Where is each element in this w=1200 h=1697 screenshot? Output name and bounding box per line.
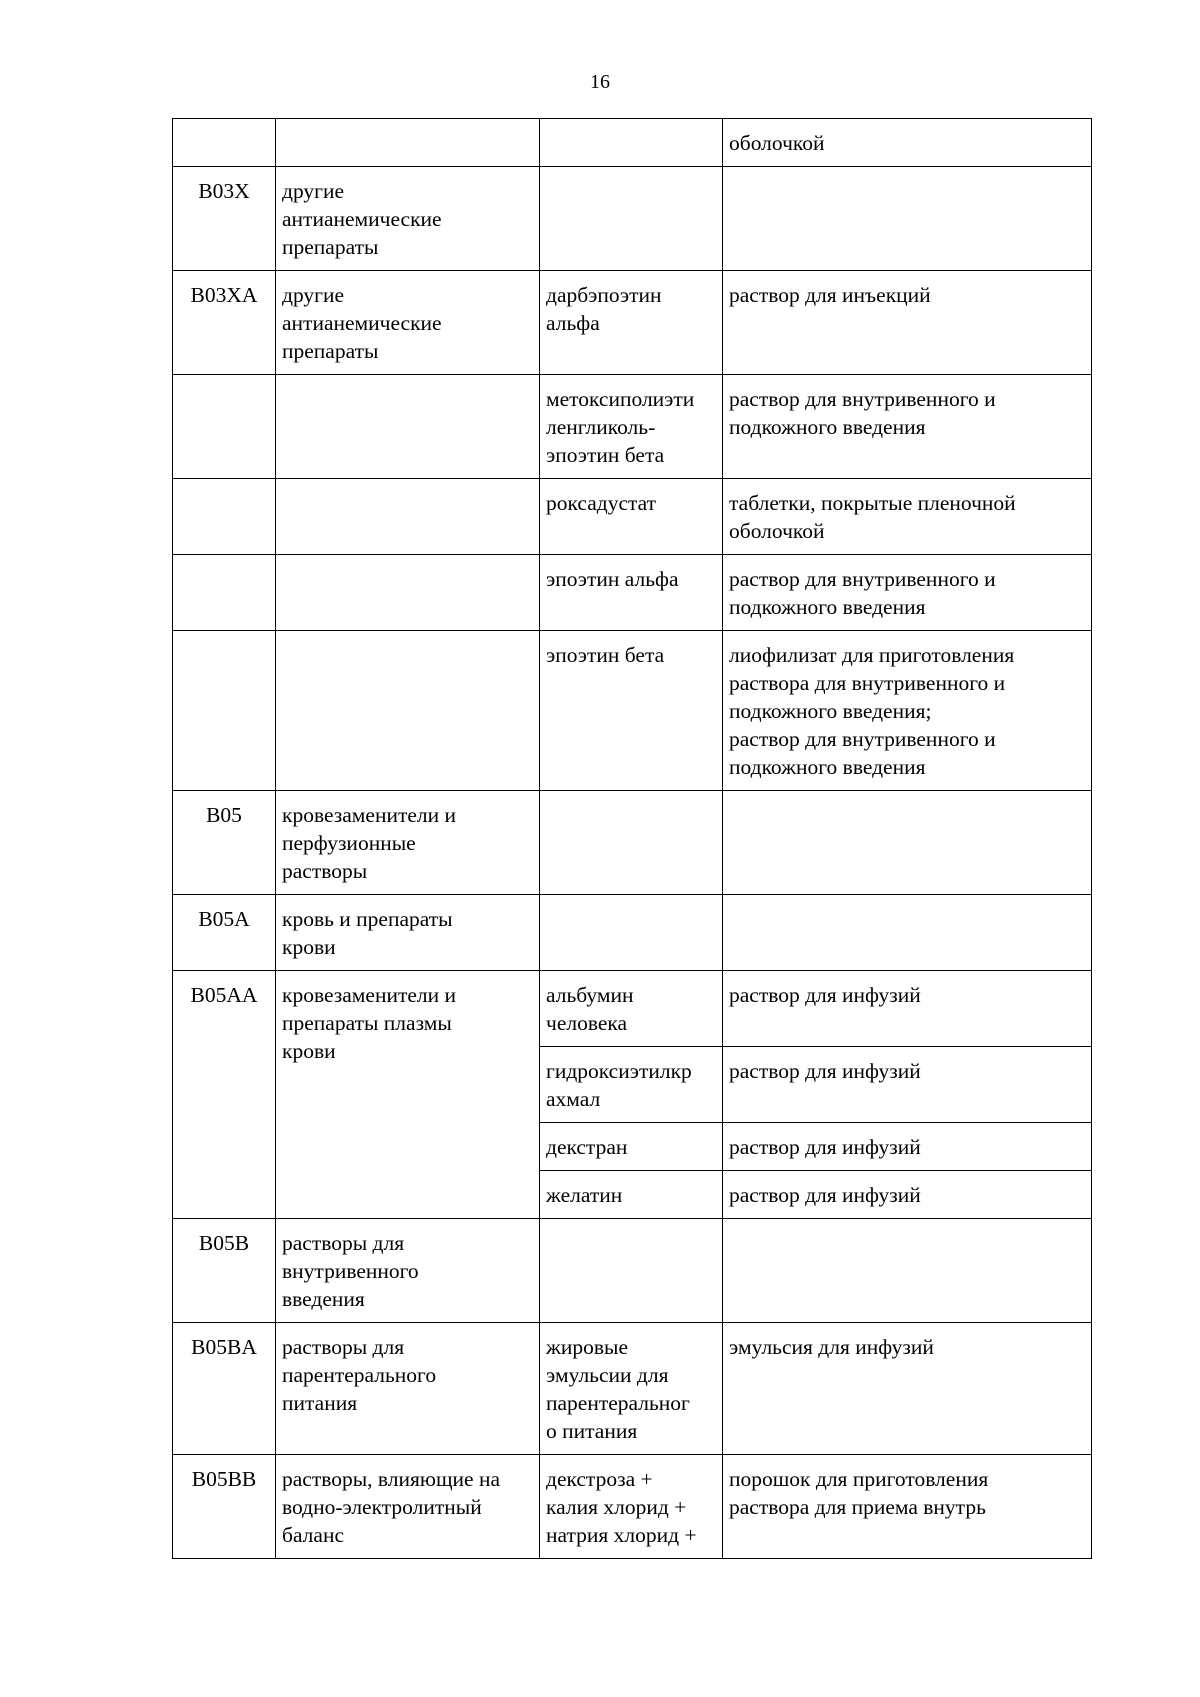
table-row [173,791,1092,895]
drug-name-cell [540,895,723,971]
dosage-form-cell [723,895,1092,971]
atc-code-cell: B05B [173,1219,276,1323]
atc-code-cell [173,479,276,555]
atc-code-cell [173,375,276,479]
table-row [173,119,1092,167]
drug-name-cell-line: парентеральног [546,1391,690,1415]
drug-name-cell-line: альбумин [546,983,634,1007]
drug-name-cell-line: эпоэтин бета [546,643,665,667]
atc-group-cell-line: препараты [282,235,379,259]
page-number: 16 [590,71,610,93]
table-row [173,555,1092,631]
dosage-form-cell-line: подкожного введения [729,595,926,619]
atc-group-cell-line: растворы для [282,1335,405,1359]
dosage-form-cell-line: раствор для инфузий [729,1135,921,1159]
atc-group-cell [276,791,540,895]
atc-group-cell [276,479,540,555]
drug-name-cell-line: дарбэпоэтин [546,283,662,307]
drug-name-cell [540,271,723,375]
atc-group-cell-line: введения [282,1287,365,1311]
drug-name-cell-line: метоксиполиэти [546,387,695,411]
atc-group-cell [276,895,540,971]
atc-group-cell-line: другие [282,179,345,203]
atc-code-cell: B03XA [173,271,276,375]
drug-name-cell-line: эпоэтин бета [546,443,665,467]
atc-group-cell-line: препараты плазмы [282,1011,452,1035]
atc-group-cell-line: кровь и препараты [282,907,453,931]
drug-name-cell-line: о питания [546,1419,638,1443]
drug-name-cell-line: калия хлорид + [546,1495,687,1519]
atc-code-cell [173,631,276,791]
atc-group-cell-line: водно-электролитный [282,1495,482,1519]
atc-group-cell [276,1455,540,1559]
dosage-form-cell [723,555,1092,631]
atc-group-cell-line: антианемические [282,207,442,231]
drug-name-cell [540,167,723,271]
drug-name-cell-line: жировые [546,1335,629,1359]
drug-name-cell-line: ленгликоль- [546,415,656,439]
dosage-form-cell-line: раствор для инфузий [729,1183,921,1207]
dosage-form-cell [723,1455,1092,1559]
dosage-form-cell [723,271,1092,375]
table-row [173,1323,1092,1455]
dosage-form-cell [723,1219,1092,1323]
atc-group-cell [276,1219,540,1323]
drug-name-cell [540,119,723,167]
table-row [173,1219,1092,1323]
atc-group-cell [276,167,540,271]
dosage-form-cell [723,1171,1092,1219]
atc-code-cell: B03X [173,167,276,271]
atc-group-cell-line: растворы [282,859,368,883]
atc-group-cell [276,555,540,631]
dosage-form-cell-line: лиофилизат для приготовления [729,643,1015,667]
drug-name-cell-line: натрия хлорид + [546,1523,697,1547]
atc-group-cell-line: растворы для [282,1231,405,1255]
atc-group-cell-line: крови [282,1039,336,1063]
atc-code-cell: B05BB [173,1455,276,1559]
atc-group-cell-line: парентерального [282,1363,437,1387]
drug-name-cell [540,791,723,895]
drug-name-cell [540,1219,723,1323]
dosage-form-cell-line: подкожного введения [729,415,926,439]
dosage-form-cell [723,1047,1092,1123]
drug-name-cell [540,1047,723,1123]
drug-name-cell [540,555,723,631]
dosage-form-cell [723,631,1092,791]
drug-name-cell [540,1171,723,1219]
atc-code-cell [173,119,276,167]
atc-group-cell-line: антианемические [282,311,442,335]
atc-code-cell: B05BA [173,1323,276,1455]
atc-group-cell-line: баланс [282,1523,344,1547]
atc-group-cell-line: внутривенного [282,1259,419,1283]
dosage-form-cell-line: раствор для внутривенного и [729,727,996,751]
dosage-form-cell-line: подкожного введения; [729,699,932,723]
drug-table [172,118,1092,1559]
atc-group-cell-line: кровезаменители и [282,803,457,827]
atc-group-cell-line: кровезаменители и [282,983,457,1007]
dosage-form-cell [723,167,1092,271]
dosage-form-cell-line: подкожного введения [729,755,926,779]
table-row [173,167,1092,271]
atc-group-cell-line: другие [282,283,345,307]
dosage-form-cell [723,791,1092,895]
drug-name-cell [540,1323,723,1455]
drug-name-cell-line: декстран [546,1135,628,1159]
drug-name-cell [540,1455,723,1559]
dosage-form-cell-line: раствор для внутривенного и [729,567,996,591]
dosage-form-cell [723,479,1092,555]
table-body [173,119,1092,1559]
table-row [173,971,1092,1047]
table-row [173,631,1092,791]
atc-code-cell: B05 [173,791,276,895]
atc-group-cell-line: растворы, влияющие на [282,1467,501,1491]
dosage-form-cell-line: раствор для инфузий [729,983,921,1007]
drug-name-cell-line: эмульсии для [546,1363,669,1387]
atc-group-cell-line: препараты [282,339,379,363]
drug-name-cell [540,971,723,1047]
table-row [173,479,1092,555]
drug-name-cell-line: альфа [546,311,600,335]
table-row [173,271,1092,375]
drug-name-cell-line: роксадустат [546,491,657,515]
dosage-form-cell [723,971,1092,1047]
drug-name-cell [540,1123,723,1171]
drug-name-cell-line: декстроза + [546,1467,653,1491]
dosage-form-cell-line: таблетки, покрытые пленочной [729,491,1016,515]
dosage-form-cell [723,1123,1092,1171]
table-row [173,375,1092,479]
atc-group-cell [276,375,540,479]
table-row [173,1455,1092,1559]
drug-name-cell [540,631,723,791]
atc-group-cell-line: питания [282,1391,358,1415]
drug-name-cell [540,375,723,479]
drug-name-cell-line: эпоэтин альфа [546,567,679,591]
atc-code-cell: B05AA [173,971,276,1219]
dosage-form-cell [723,119,1092,167]
drug-name-cell-line: ахмал [546,1087,601,1111]
dosage-form-cell-line: раствора для внутривенного и [729,671,1006,695]
drug-name-cell-line: желатин [546,1183,623,1207]
drug-name-cell-line: человека [546,1011,628,1035]
dosage-form-cell-line: оболочкой [729,131,825,155]
atc-code-cell: B05A [173,895,276,971]
atc-group-cell [276,119,540,167]
drug-name-cell-line: гидроксиэтилкр [546,1059,692,1083]
dosage-form-cell-line: раствор для внутривенного и [729,387,996,411]
drug-name-cell [540,479,723,555]
atc-code-cell [173,555,276,631]
dosage-form-cell-line: раствора для приема внутрь [729,1495,986,1519]
atc-group-cell [276,631,540,791]
dosage-form-cell [723,375,1092,479]
table-row [173,895,1092,971]
atc-group-cell [276,271,540,375]
atc-group-cell [276,1323,540,1455]
dosage-form-cell-line: раствор для инфузий [729,1059,921,1083]
atc-group-cell-line: перфузионные [282,831,416,855]
dosage-form-cell-line: оболочкой [729,519,825,543]
dosage-form-cell-line: порошок для приготовления [729,1467,989,1491]
dosage-form-cell-line: эмульсия для инфузий [729,1335,934,1359]
dosage-form-cell-line: раствор для инъекций [729,283,931,307]
atc-group-cell [276,971,540,1219]
dosage-form-cell [723,1323,1092,1455]
atc-group-cell-line: крови [282,935,336,959]
